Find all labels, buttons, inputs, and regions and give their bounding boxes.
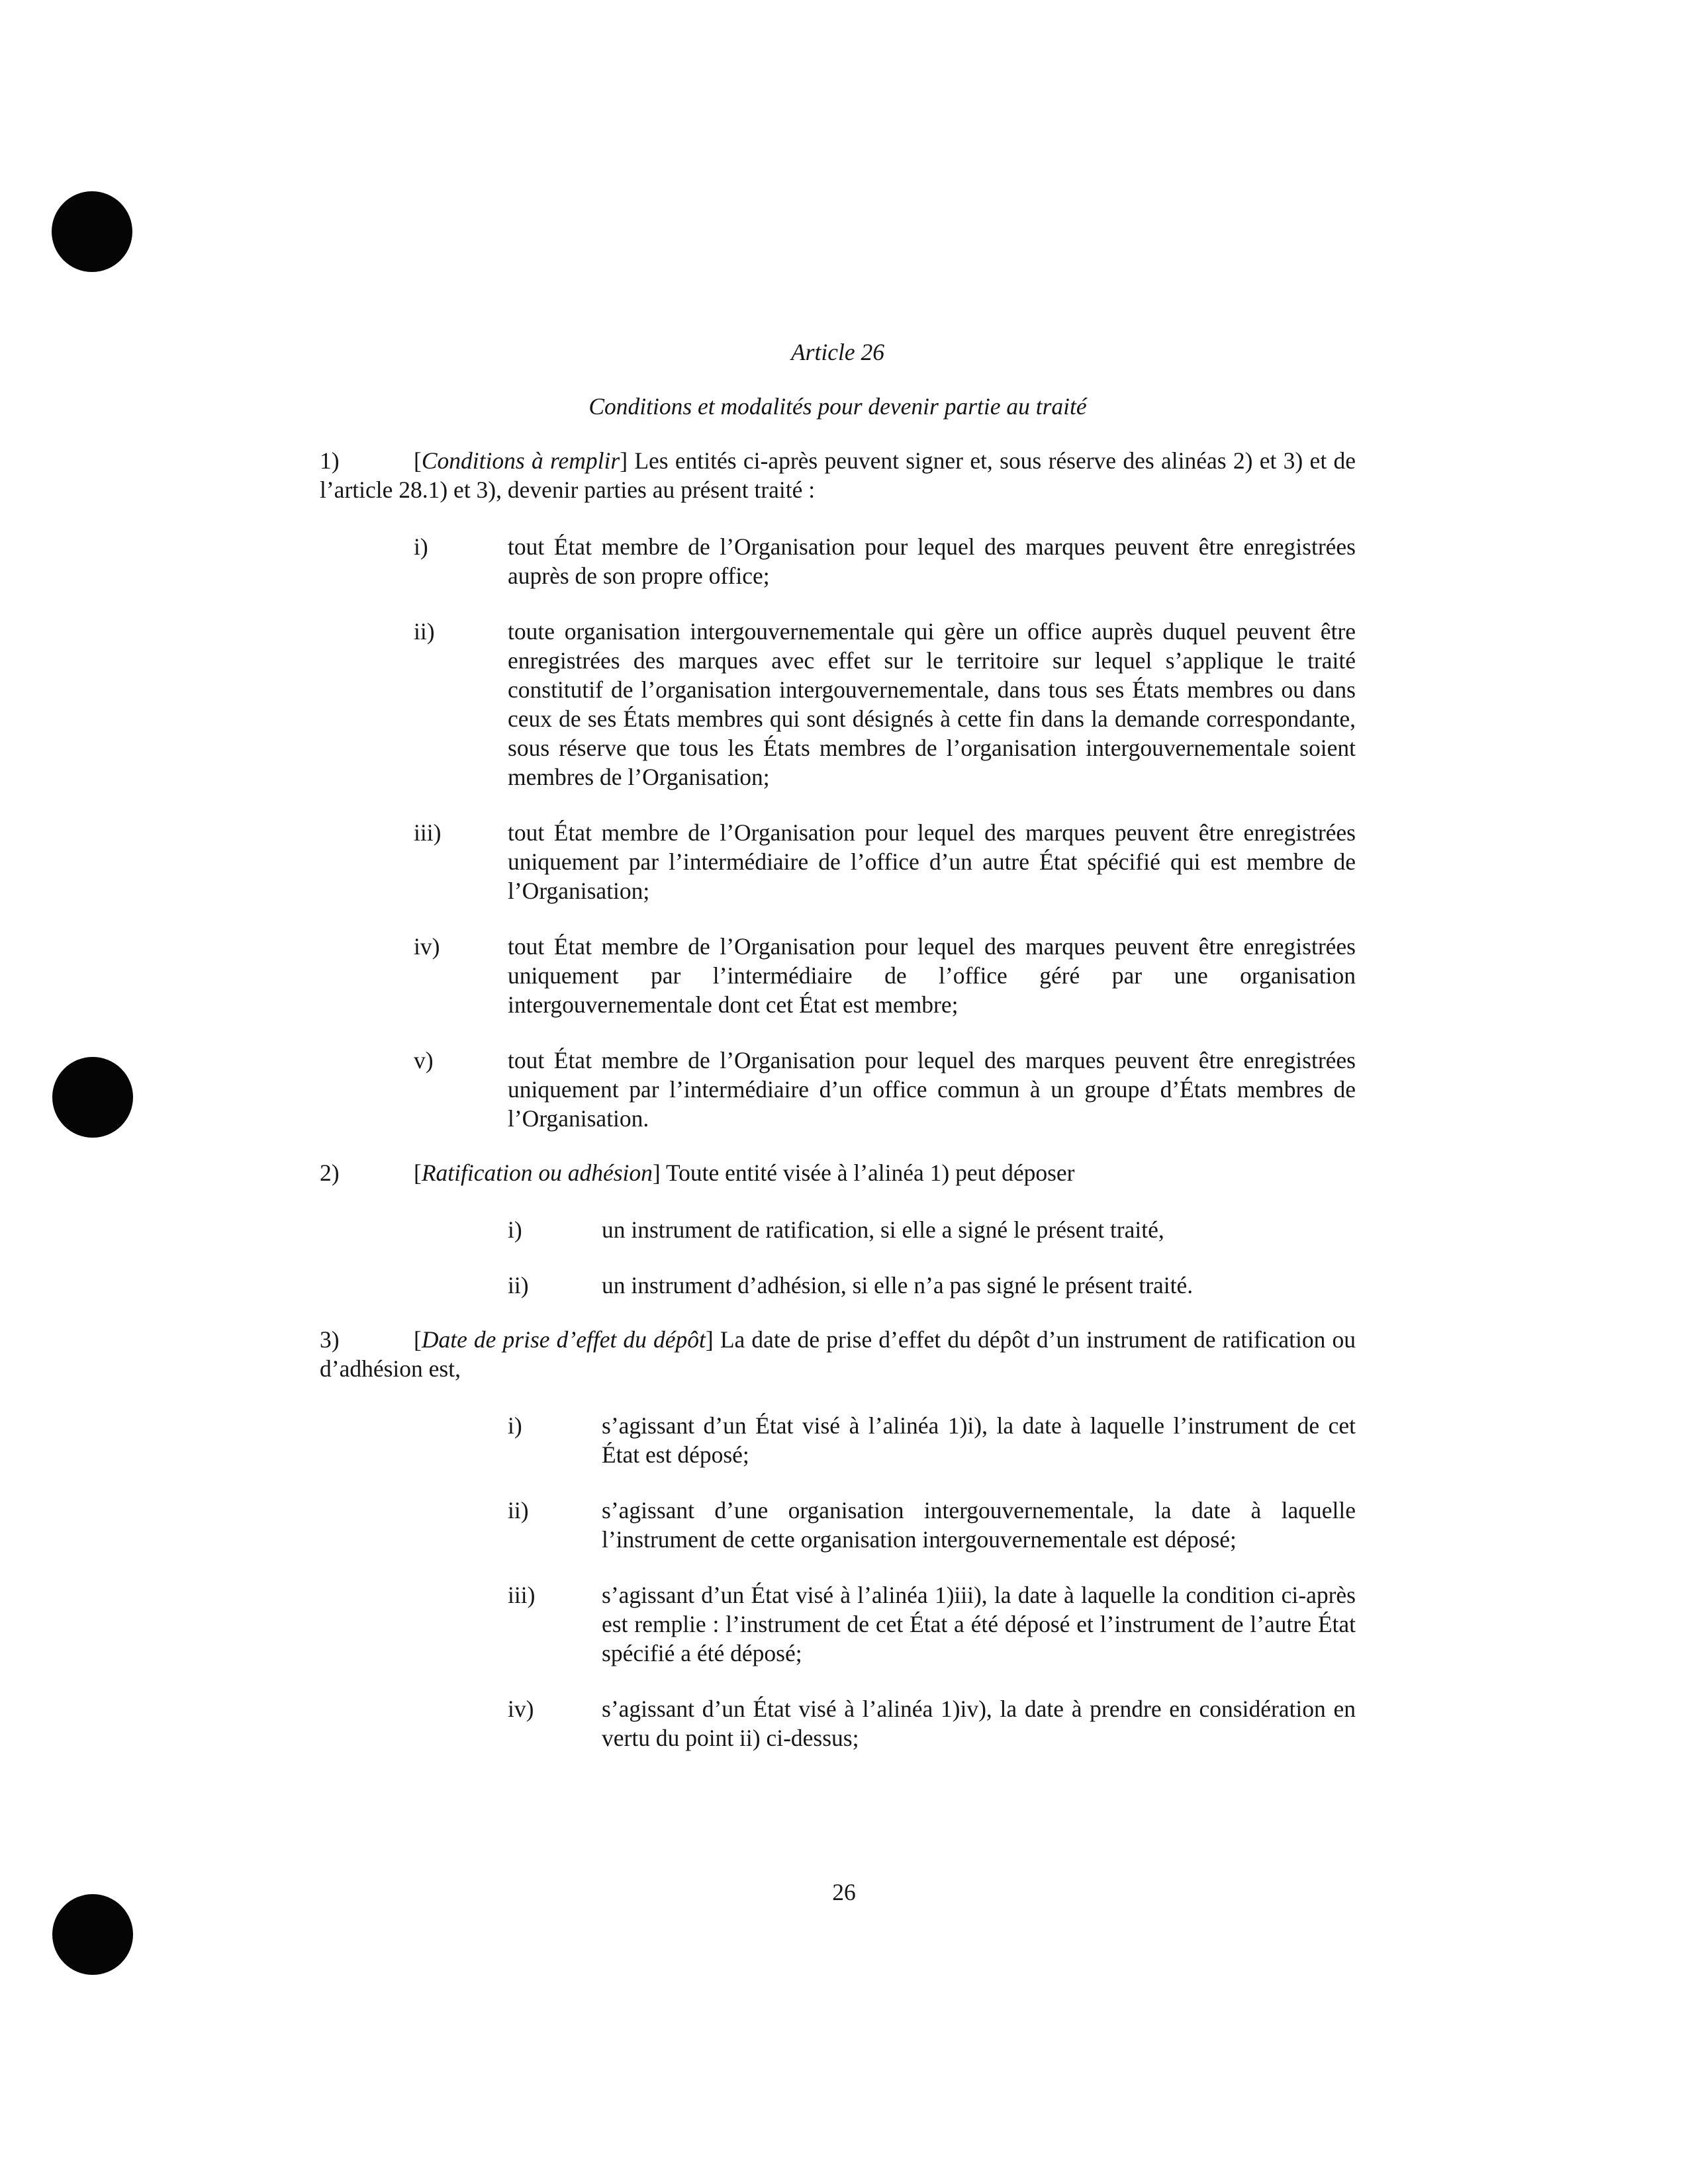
list-item: [320, 1580, 1356, 1668]
item-number: v): [414, 1047, 434, 1073]
paragraph-heading: [Ratification ou adhésion]: [414, 1160, 661, 1186]
paragraph-number: 1): [320, 447, 340, 474]
binder-hole-bottom: [52, 1894, 133, 1975]
item-text: un instrument d’adhésion, si elle n’a pas signé le présent traité.: [602, 1272, 1194, 1298]
item-number: iii): [508, 1582, 536, 1608]
item-number: iii): [414, 819, 442, 846]
binder-hole-top: [52, 191, 132, 272]
item-number: ii): [508, 1497, 529, 1524]
list-item: [320, 1215, 1356, 1244]
item-text: un instrument de ratification, si elle a signé le présent traité,: [602, 1216, 1164, 1243]
item-text: s’agissant d’un État visé à l’alinéa 1)iv), la date à prendre en considération en vertu du point ii) ci-dessus;: [602, 1696, 1356, 1751]
item-text: s’agissant d’une organisation intergouvernementale, la date à laquelle l’instrument de cette organisation intergouvernementale est déposé;: [602, 1497, 1356, 1553]
list-item: [320, 932, 1356, 1019]
paragraph-number: 2): [320, 1160, 340, 1186]
list-item: [320, 1411, 1356, 1469]
paragraph-text: Les entités ci-après peuvent signer et, sous réserve des alinéas 2) et 3) et de l’article 28.1) et 3), devenir parties au présent traité :: [320, 447, 1356, 503]
item-text: s’agissant d’un État visé à l’alinéa 1)i), la date à laquelle l’instrument de cet État est déposé;: [602, 1412, 1356, 1468]
binder-hole-middle: [52, 1057, 133, 1138]
paragraph-text: La date de prise d’effet du dépôt d’un instrument de ratification ou d’adhésion est,: [320, 1326, 1356, 1382]
list-item: [320, 818, 1356, 905]
paragraph-3: [320, 1325, 1356, 1383]
list-item: [320, 617, 1356, 792]
item-number: ii): [508, 1272, 529, 1298]
item-number: iv): [414, 933, 440, 960]
item-text: tout État membre de l’Organisation pour lequel des marques peuvent être enregistrées uniquement par l’intermédiaire d’un office commun à un groupe d’États membres de l’Organisation.: [508, 1047, 1356, 1132]
paragraph-heading: [Conditions à remplir]: [414, 447, 628, 474]
article-subtitle: Conditions et modalités pour devenir partie au traité: [588, 393, 1087, 420]
item-number: ii): [414, 618, 435, 645]
list-item: [320, 1271, 1356, 1300]
item-number: iv): [508, 1696, 534, 1722]
item-number: i): [508, 1216, 522, 1243]
list-item: [320, 1046, 1356, 1133]
item-text: tout État membre de l’Organisation pour lequel des marques peuvent être enregistrées auprès de son propre office;: [508, 533, 1356, 589]
item-text: tout État membre de l’Organisation pour lequel des marques peuvent être enregistrées uniquement par l’intermédiaire de l’office d’un autre État spécifié qui est membre de l’Organisation;: [508, 819, 1356, 904]
paragraph-number: 3): [320, 1326, 340, 1353]
item-number: i): [414, 533, 428, 560]
item-text: tout État membre de l’Organisation pour lequel des marques peuvent être enregistrées uniquement par l’intermédiaire de l’office géré par une organisation intergouvernementale dont cet État est membre;: [508, 933, 1356, 1018]
article-title: Article 26: [791, 339, 884, 365]
list-item: [320, 1496, 1356, 1554]
page-number: 26: [832, 1879, 856, 1905]
paragraph-1: [320, 446, 1356, 504]
paragraph-2: [320, 1158, 1356, 1187]
paragraph-2-list: [320, 1215, 1356, 1300]
paragraph-heading: [Date de prise d’effet du dépôt]: [414, 1326, 714, 1353]
list-item: [320, 532, 1356, 590]
paragraph-text: Toute entité visée à l’alinéa 1) peut déposer: [660, 1160, 1075, 1186]
item-number: i): [508, 1412, 522, 1439]
list-item: [320, 1694, 1356, 1752]
document-page: [320, 324, 1356, 1752]
paragraph-3-list: [320, 1411, 1356, 1752]
item-text: toute organisation intergouvernementale qui gère un office auprès duquel peuvent être enregistrées des marques avec effet sur le territoire sur lequel s’applique le traité constitutif de l’organisation intergouvernementale, dans tous ses États membres ou dans ceux de ses États membres qui sont désignés à cette fin dans la demande correspondante, sous réserve que tous les États membres de l’organisation intergouvernementale soient membres de l’Organisation;: [508, 618, 1356, 790]
item-text: s’agissant d’un État visé à l’alinéa 1)iii), la date à laquelle la condition ci-après est remplie : l’instrument de cet État a été déposé et l’instrument de l’autre État spécifié a été déposé;: [602, 1582, 1356, 1666]
paragraph-1-list: [320, 532, 1356, 1133]
